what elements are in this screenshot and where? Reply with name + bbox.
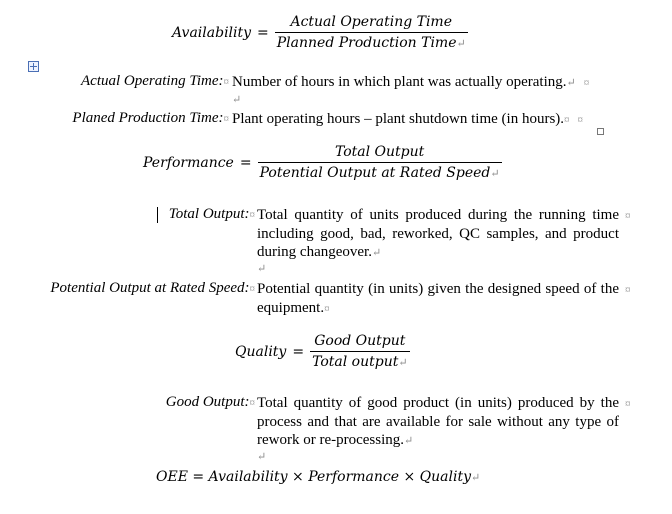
desc-total-output: Total quantity of units produced during the running time including good, bad, reworked, QC samples, and product during changeover.↵ [257, 207, 619, 260]
quality-lhs: Quality [235, 343, 287, 360]
empty-paragraph-mark: ↵ [257, 451, 267, 463]
availability-fraction [275, 14, 468, 51]
term-good-output: Good Output:¤ [165, 394, 255, 410]
quality-equation [235, 333, 410, 370]
term-actual-operating-time: Actual Operating Time:¤ [81, 73, 229, 89]
performance-numerator: Total Output [334, 144, 425, 160]
equals-sign: = [292, 343, 305, 360]
table-move-handle-icon[interactable] [28, 61, 39, 72]
performance-fraction [258, 144, 502, 181]
empty-paragraph-mark: ↵ [232, 94, 242, 106]
performance-lhs: Performance [143, 154, 234, 171]
equals-sign: = [239, 154, 252, 171]
performance-denominator: Potential Output at Rated Speed↵ [258, 162, 502, 181]
cell-end-mark: ¤ [625, 398, 631, 410]
term-potential-output: Potential Output at Rated Speed:¤ [50, 280, 255, 296]
desc-planed-production-time: Plant operating hours – plant shutdown time (in hours).¤ ¤ [232, 111, 584, 127]
quality-denominator: Total output↵ [310, 351, 409, 370]
term-planed-production-time: Planed Production Time:¤ [72, 110, 229, 126]
equals-sign: = [257, 24, 269, 41]
term-total-output: Total Output:¤ [168, 206, 255, 222]
table-resize-handle[interactable] [597, 128, 604, 135]
cell-end-mark: ¤ [625, 284, 631, 296]
desc-actual-operating-time: Number of hours in which plant was actually operating.↵ ¤ [232, 74, 590, 90]
quality-fraction [310, 333, 409, 370]
desc-potential-output: Potential quantity (in units) given the designed speed of the equipment.¤ [257, 281, 619, 316]
availability-equation [172, 14, 468, 51]
availability-numerator: Actual Operating Time [290, 14, 452, 30]
empty-paragraph-mark: ↵ [257, 263, 267, 275]
oee-formula: OEE = Availability × Performance × Quality [156, 469, 472, 485]
availability-lhs: Availability [172, 24, 252, 41]
quality-numerator: Good Output [314, 333, 406, 349]
oee-equation: OEE = Availability × Performance × Quality↵ [156, 469, 481, 485]
cell-end-mark: ¤ [625, 210, 631, 222]
desc-good-output: Total quantity of good product (in units) produced by the process and that are available for sale without any type of rework or re-processing.↵ [257, 395, 619, 448]
performance-equation [143, 144, 502, 181]
availability-denominator: Planned Production Time↵ [275, 32, 468, 51]
